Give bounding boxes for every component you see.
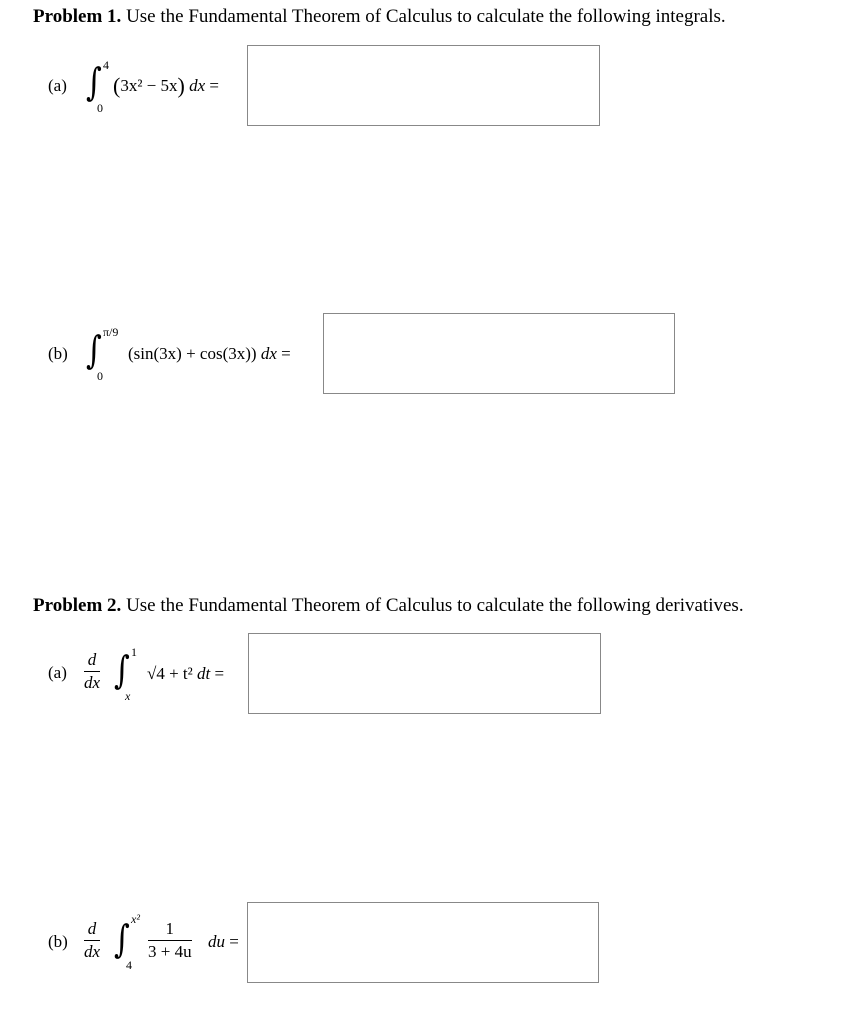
p2b-d-den: dx	[84, 942, 101, 961]
p1b-integrand: (sin(3x) + cos(3x))	[128, 344, 257, 363]
problem-1-title: Problem 1.	[33, 6, 122, 27]
p2a-integrand: √4 + t²	[147, 664, 193, 683]
p2b-equals: =	[229, 932, 239, 951]
p1b-lower-limit: 0	[97, 369, 103, 383]
p2a-derivative-operator	[84, 650, 100, 693]
p1b-answer-box[interactable]	[323, 313, 675, 394]
problem-2-instruction: Use the Fundamental Theorem of Calculus to calculate the following derivatives.	[126, 595, 744, 616]
p1b-expression	[128, 344, 291, 364]
p2b-d-num: d	[87, 919, 97, 938]
p1a-expression: (3x² − 5x) dx =	[113, 73, 219, 98]
problem-2-heading	[33, 595, 744, 617]
p2a-equals: =	[214, 664, 225, 683]
p2a-d-num: d	[87, 650, 97, 669]
p2b-derivative-operator	[84, 919, 100, 962]
p2b-integrand-fraction	[148, 919, 192, 962]
p1a-equals: =	[209, 76, 219, 95]
p1b-equals: =	[281, 344, 291, 363]
p2b-differential: du	[208, 932, 225, 951]
p2a-expression	[147, 664, 224, 684]
problem-2-title: Problem 2.	[33, 595, 122, 616]
p2b-integral-sign: ∫	[113, 917, 130, 961]
p1a-answer-box[interactable]	[247, 45, 600, 126]
p2a-lower-limit: x	[125, 689, 131, 703]
p2b-frac-den: 3 + 4u	[148, 942, 192, 961]
p1b-label: (b)	[48, 344, 68, 363]
p1a-label: (a)	[48, 76, 67, 95]
p2b-lower-limit: 4	[126, 958, 132, 972]
p2a-d-den: dx	[84, 673, 101, 692]
p2b-answer-box[interactable]	[247, 902, 599, 983]
p1a-lower-limit: 0	[97, 101, 103, 115]
p2b-expression	[208, 932, 239, 952]
p1b-integral-sign: ∫	[85, 328, 102, 372]
p1a-integral-sign: ∫	[85, 60, 102, 104]
p1a-integrand: 3x² − 5x	[120, 76, 178, 95]
p1b-upper-limit: π/9	[103, 325, 119, 339]
problem-1-instruction: Use the Fundamental Theorem of Calculus to calculate the following integrals.	[126, 6, 726, 27]
p2a-label: (a)	[48, 663, 67, 682]
p1a-upper-limit: 4	[103, 58, 109, 72]
p2a-upper-limit: 1	[131, 645, 137, 659]
p2a-differential: dt	[197, 664, 211, 683]
p2a-integral-sign: ∫	[113, 648, 130, 692]
problem-1-heading	[33, 6, 726, 28]
p1b-differential: dx	[260, 344, 277, 363]
p2b-upper-limit: x²	[131, 912, 140, 926]
p2a-answer-box[interactable]	[248, 633, 601, 714]
p2b-frac-num: 1	[165, 919, 175, 938]
p2b-label: (b)	[48, 932, 68, 951]
p1a-differential: dx	[189, 76, 206, 95]
